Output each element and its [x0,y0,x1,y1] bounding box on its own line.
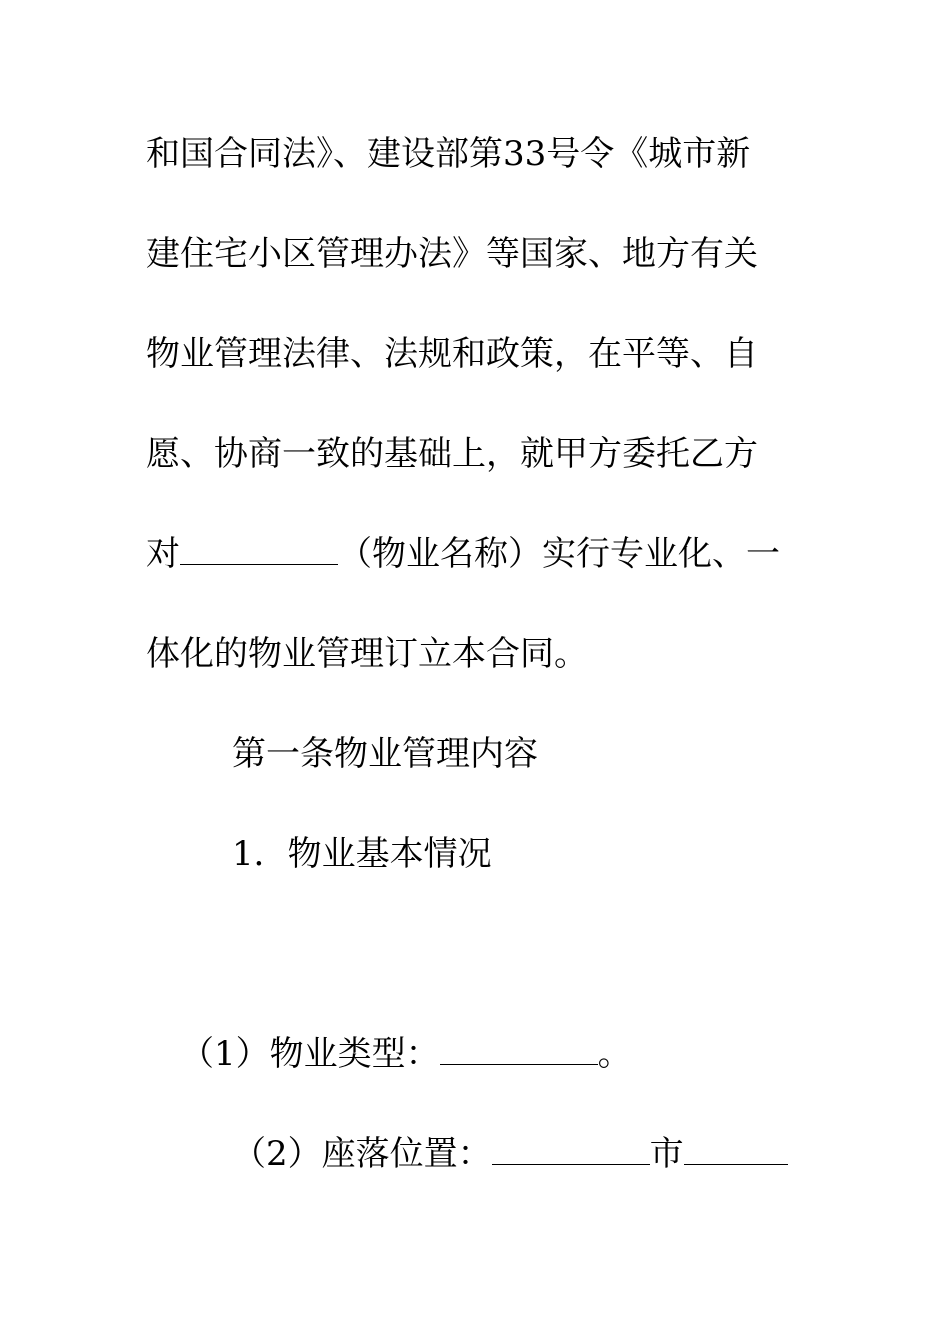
paragraph-line-5 [146,534,780,574]
item-1-heading: 1．物业基本情况 [232,834,492,874]
location-city-label: 市 [649,1134,684,1174]
paragraph-line-6: 体化的物业管理订立本合同。 [146,634,588,674]
location-label: （2）座落位置： [232,1134,492,1174]
paragraph-line-4: 愿、协商一致的基础上，就甲方委托乙方 [146,434,758,474]
article-heading: 第一条物业管理内容 [232,734,538,774]
item-1-1-property-type [180,1034,632,1074]
property-type-suffix: 。 [597,1034,632,1074]
paragraph-line-1: 和国合同法》、建设部第33号令《城市新 [146,134,751,174]
location-blank-1[interactable] [492,1134,650,1165]
property-type-blank[interactable] [440,1034,598,1065]
item-1-2-location [232,1134,788,1174]
line5-prefix: 对 [146,534,180,574]
line5-suffix: （物业名称）实行专业化、一 [338,534,780,574]
paragraph-line-2: 建住宅小区管理办法》等国家、地方有关 [146,234,758,274]
location-blank-2[interactable] [684,1134,788,1165]
property-name-blank[interactable] [180,534,338,565]
property-type-label: （1）物业类型： [180,1034,440,1074]
paragraph-line-3: 物业管理法律、法规和政策，在平等、自 [146,334,758,374]
